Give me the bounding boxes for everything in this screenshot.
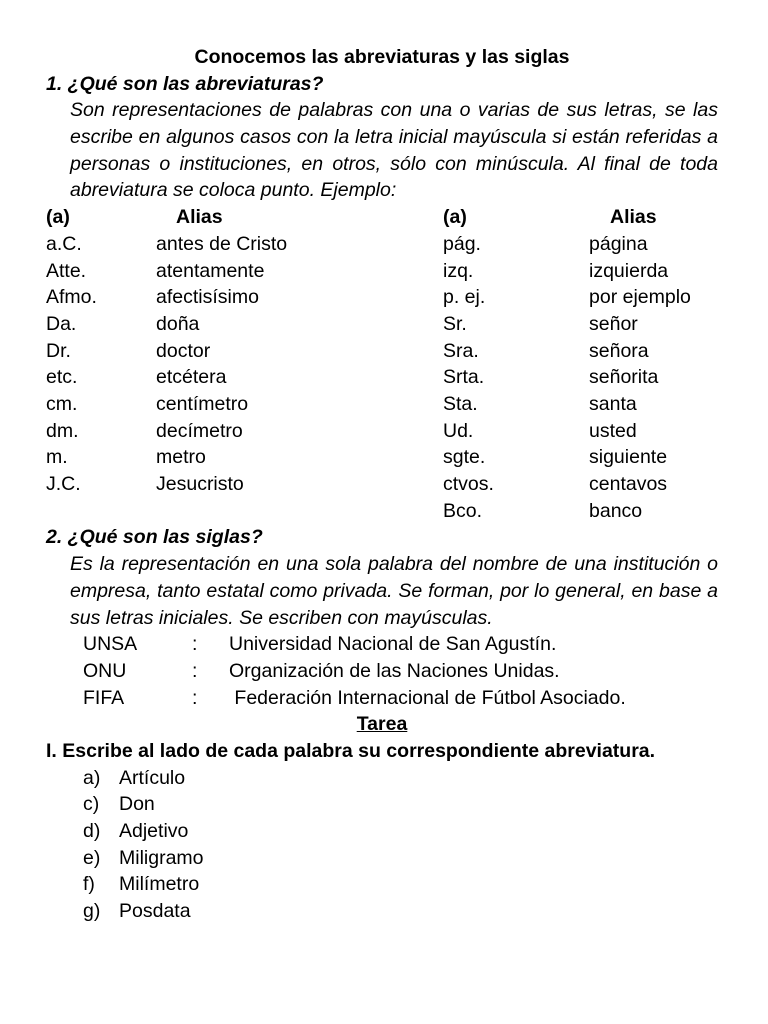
acronym-meaning: Organización de las Naciones Unidas. xyxy=(229,659,560,682)
meaning-cell: afectisísimo xyxy=(156,286,259,309)
abbreviation-cell: Dr. xyxy=(46,339,71,362)
list-item xyxy=(46,845,718,872)
list-item xyxy=(46,765,718,792)
meaning-cell: señora xyxy=(589,339,649,362)
meaning-cell: Jesucristo xyxy=(156,473,244,496)
abbreviation-table xyxy=(46,204,718,524)
abbreviation-cell: Afmo. xyxy=(46,286,97,309)
acronym-row xyxy=(46,631,718,658)
table-row xyxy=(46,391,718,418)
list-item-marker: e) xyxy=(83,846,101,869)
table-row xyxy=(46,418,718,445)
meaning-cell: doña xyxy=(156,312,200,335)
table-row xyxy=(46,444,718,471)
list-item-marker: d) xyxy=(83,820,101,843)
document-title: Conocemos las abreviaturas y las siglas xyxy=(194,46,570,68)
acronym-meaning: Federación Internacional de Fútbol Asociado. xyxy=(229,686,626,709)
list-item-marker: g) xyxy=(83,900,101,923)
meaning-cell: por ejemplo xyxy=(589,286,691,309)
table-row xyxy=(46,498,718,525)
acronym-cell: UNSA xyxy=(83,633,138,656)
abbreviation-cell: Bco. xyxy=(443,499,483,522)
abbreviation-cell: pág. xyxy=(443,232,481,255)
list-item-word: Posdata xyxy=(119,900,191,923)
meaning-cell: atentamente xyxy=(156,259,265,282)
separator-colon: : xyxy=(192,659,198,682)
meaning-cell: centavos xyxy=(589,473,668,496)
list-item-marker: a) xyxy=(83,766,101,789)
acronym-row xyxy=(46,658,718,685)
separator-colon: : xyxy=(192,633,198,656)
table-row xyxy=(46,231,718,258)
meaning-cell: banco xyxy=(589,499,643,522)
abbreviation-cell: p. ej. xyxy=(443,286,486,309)
table-row xyxy=(46,311,718,338)
list-item xyxy=(46,871,718,898)
abbreviation-cell: dm. xyxy=(46,419,79,442)
abbreviation-cell: Ud. xyxy=(443,419,474,442)
abbreviation-cell: Srta. xyxy=(443,366,485,389)
acronym-cell: ONU xyxy=(83,659,127,682)
list-item-word: Adjetivo xyxy=(119,820,189,843)
table-row xyxy=(46,364,718,391)
abbreviation-cell: izq. xyxy=(443,259,474,282)
tarea-instruction: I. Escribe al lado de cada palabra su correspondiente abreviatura. xyxy=(46,739,656,762)
header-abbr-left: (a) xyxy=(46,206,70,229)
abbreviation-cell: Sta. xyxy=(443,393,478,415)
header-alias-left: Alias xyxy=(176,206,223,229)
list-item-marker: c) xyxy=(83,793,100,816)
list-item-word: Milímetro xyxy=(119,873,200,896)
table-row xyxy=(46,471,718,498)
tarea-list xyxy=(46,765,718,925)
meaning-cell: izquierda xyxy=(589,259,669,282)
meaning-cell: santa xyxy=(589,393,637,415)
abbreviation-cell: ctvos. xyxy=(443,473,494,496)
table-row xyxy=(46,284,718,311)
table-row xyxy=(46,258,718,285)
abbreviation-table-header xyxy=(46,204,718,231)
separator-colon: : xyxy=(192,686,198,709)
table-row xyxy=(46,338,718,365)
meaning-cell: etcétera xyxy=(156,366,227,389)
meaning-cell: antes de Cristo xyxy=(156,232,288,255)
list-item xyxy=(46,898,718,925)
document-page xyxy=(46,44,718,925)
meaning-cell: doctor xyxy=(156,339,211,362)
abbreviation-cell: J.C. xyxy=(46,473,81,496)
abbreviation-cell: cm. xyxy=(46,393,78,415)
header-abbr-right: (a) xyxy=(443,206,467,229)
abbreviation-cell: Sra. xyxy=(443,339,479,362)
paragraph-siglas: Es la representación en una sola palabra del nombre de una institución o empresa, tanto estatal como privada. Se forman, por lo general, en base a sus letras iniciales. Se escriben con mayúsculas. xyxy=(70,553,718,629)
abbreviation-cell: sgte. xyxy=(443,446,486,469)
abbreviation-cell: Atte. xyxy=(46,259,87,282)
abbreviation-cell: m. xyxy=(46,446,68,469)
acronym-row xyxy=(46,685,718,712)
list-item-word: Artículo xyxy=(119,766,186,789)
header-alias-right: Alias xyxy=(610,206,657,229)
list-item-word: Miligramo xyxy=(119,846,204,869)
meaning-cell: metro xyxy=(156,446,206,469)
paragraph-abreviaturas: Son representaciones de palabras con una o varias de sus letras, se las escribe en algunos casos con la letra inicial mayúscula si están referidas a personas o instituciones, en otros, sólo con minúscula. Al final de toda abreviatura se coloca punto. Ejemplo: xyxy=(70,99,718,202)
list-item xyxy=(46,818,718,845)
list-item-marker: f) xyxy=(83,873,95,896)
abbreviation-cell: Sr. xyxy=(443,312,467,335)
question-abreviaturas: 1. ¿Qué son las abreviaturas? xyxy=(46,72,324,95)
meaning-cell: centímetro xyxy=(156,393,249,415)
meaning-cell: señor xyxy=(589,312,638,335)
acronym-meaning: Universidad Nacional de San Agustín. xyxy=(229,633,557,656)
list-item-word: Don xyxy=(119,793,155,816)
abbreviation-rows xyxy=(46,231,718,525)
abbreviation-cell: Da. xyxy=(46,312,77,335)
meaning-cell: siguiente xyxy=(589,446,668,469)
tarea-heading: Tarea xyxy=(356,713,408,736)
acronym-list xyxy=(46,631,718,711)
list-item xyxy=(46,791,718,818)
meaning-cell: página xyxy=(589,232,648,255)
meaning-cell: usted xyxy=(589,419,637,442)
meaning-cell: decímetro xyxy=(156,419,243,442)
acronym-cell: FIFA xyxy=(83,686,125,709)
abbreviation-cell: a.C. xyxy=(46,232,82,255)
question-siglas: 2. ¿Qué son las siglas? xyxy=(46,526,263,549)
abbreviation-cell: etc. xyxy=(46,366,78,389)
meaning-cell: señorita xyxy=(589,366,659,389)
